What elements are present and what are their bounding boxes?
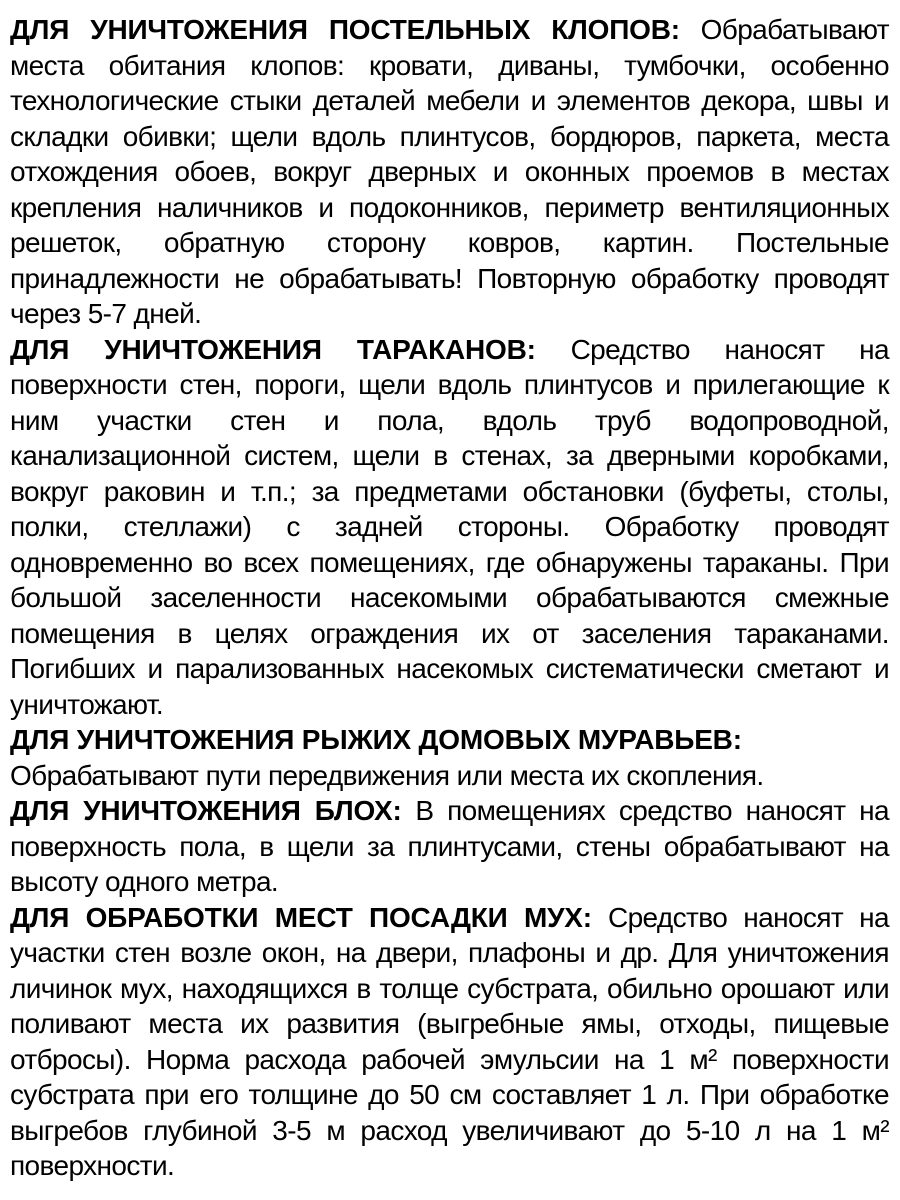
section-flies-body: Средство наносят на участки стен возле окон, на двери, плафоны и др. Для уничтожения личинок мух, находящихся в толще субстрата, обильно орошают или поливают места их развития (выгребные ямы, отходы, пищевые отбросы). Норма расхода рабочей эмульсии на 1 м² поверхности субстрата при его толщине до 50 см составляет 1 л. При обработке выгребов глубиной 3-5 м расход увеличивают до 5-10 л на 1 м² поверхности. bbox=[10, 901, 890, 1181]
section-cockroaches bbox=[10, 332, 889, 723]
section-bedbugs-heading: ДЛЯ УНИЧТОЖЕНИЯ ПОСТЕЛЬНЫХ КЛОПОВ: bbox=[10, 14, 680, 45]
section-bedbugs bbox=[10, 12, 889, 332]
section-bedbugs-body: Обрабатывают места обитания клопов: кровати, диваны, тумбочки, особенно технологические стыки деталей мебели и элементов декора, швы и складки обивки; щели вдоль плинтусов, бордюров, паркета, места отхождения обоев, вокруг дверных и оконных проемов в местах крепления наличников и подоконников, периметр вентиляционных решеток, обратную сторону ковров, картин. Постельные принадлежности не обрабатывать! Повторную обработку проводят через 5-7 дней. bbox=[10, 14, 889, 329]
section-cockroaches-body: Средство наносят на поверхности стен, пороги, щели вдоль плинтусов и прилегающие к ним участки стен и пола, вдоль труб водопроводной, канализационной систем, щели в стенах, за дверными коробками, вокруг раковин и т.п.; за предметами обстановки (буфеты, столы, полки, стеллажи) с задней стороны. Обработку проводят одновременно во всех помещениях, где обнаружены тараканы. При большой заселенности насекомыми обрабатываются смежные помещения в целях ограждения их от заселения тараканами. Погибших и парализованных насекомых систематически сметают и уничтожают. bbox=[10, 333, 890, 720]
section-fleas-heading: ДЛЯ УНИЧТОЖЕНИЯ БЛОХ: bbox=[10, 795, 402, 826]
section-fleas-body: В помещениях средство наносят на поверхность пола, в щели за плинтусами, стены обрабатывают на высоту одного метра. bbox=[10, 795, 889, 897]
section-ants-body: Обрабатывают пути передвижения или места их скопления. bbox=[10, 759, 764, 791]
section-flies-heading: ДЛЯ ОБРАБОТКИ МЕСТ ПОСАДКИ МУХ: bbox=[10, 901, 592, 933]
section-flies bbox=[10, 900, 889, 1184]
section-ants-heading: ДЛЯ УНИЧТОЖЕНИЯ РЫЖИХ ДОМОВЫХ МУРАВЬЕВ: bbox=[10, 724, 742, 755]
instructions-text-column bbox=[10, 12, 889, 1184]
section-cockroaches-heading: ДЛЯ УНИЧТОЖЕНИЯ ТАРАКАНОВ: bbox=[10, 333, 536, 365]
section-fleas bbox=[10, 793, 889, 900]
section-ants bbox=[10, 722, 889, 793]
